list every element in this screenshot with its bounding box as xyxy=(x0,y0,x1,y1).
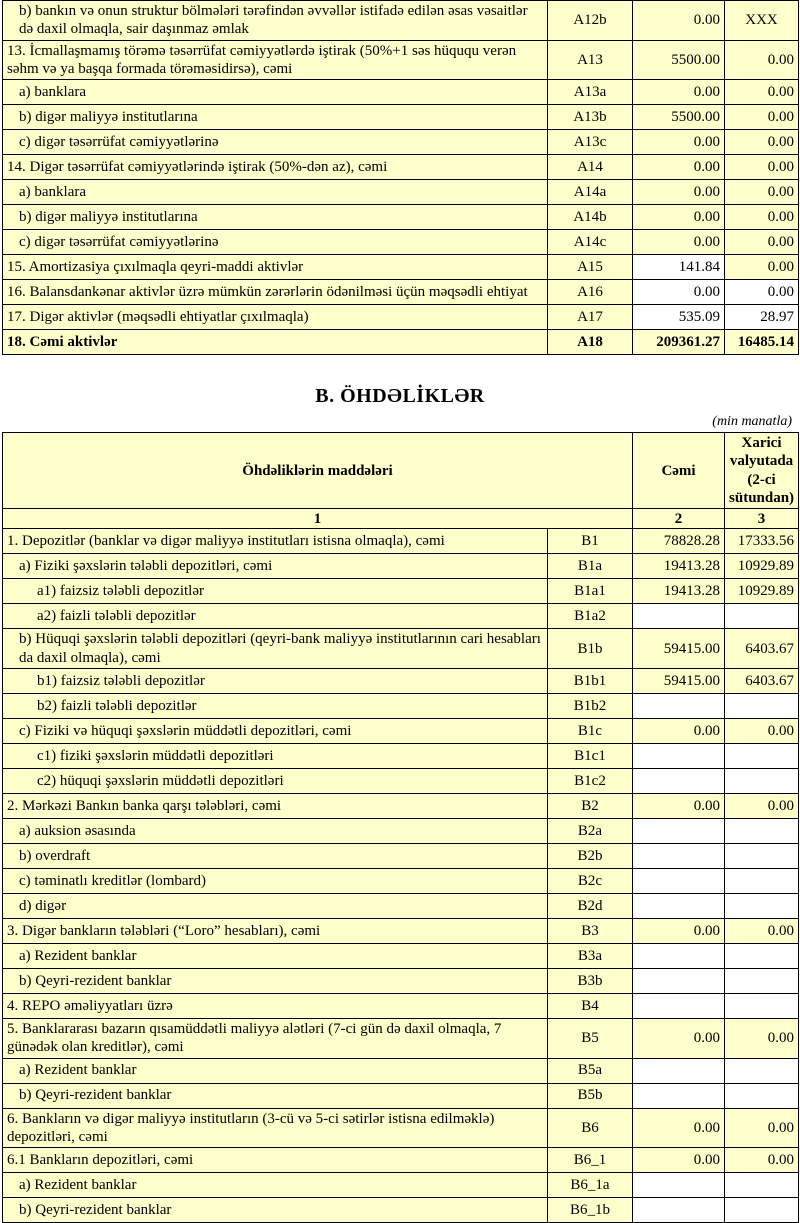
row-code: A14 xyxy=(548,155,633,180)
row-foreign-value: 0.00 xyxy=(725,1018,799,1058)
row-code: A14a xyxy=(548,180,633,205)
header-foreign-label: Xarici valyutada (2-ci sütundan) xyxy=(725,433,799,509)
col-num-1: 1 xyxy=(3,509,633,529)
row-total-value: 0.00 xyxy=(633,718,725,743)
row-foreign-value: 0.00 xyxy=(725,1108,799,1148)
row-label: a) auksion əsasında xyxy=(3,818,548,843)
row-code: B1a xyxy=(548,554,633,579)
unit-note: (min manatla) xyxy=(712,414,792,430)
row-code: B2a xyxy=(548,818,633,843)
section-title: B. ÖHDƏLİKLƏR xyxy=(315,385,485,408)
row-total-value: 141.84 xyxy=(633,255,725,280)
row-foreign-value xyxy=(725,1198,799,1223)
row-foreign-value xyxy=(725,943,799,968)
row-label: 4. REPO əməliyyatları üzrə xyxy=(3,993,548,1018)
row-code: B1a2 xyxy=(548,604,633,629)
row-label: b2) faizli tələbli depozitlər xyxy=(3,693,548,718)
row-foreign-value: 0.00 xyxy=(725,105,799,130)
row-total-value xyxy=(633,693,725,718)
table-row xyxy=(3,255,799,280)
row-label: a) banklara xyxy=(3,180,548,205)
row-foreign-value: 0.00 xyxy=(725,1148,799,1173)
row-foreign-value xyxy=(725,768,799,793)
row-foreign-value: 16485.14 xyxy=(725,330,799,355)
row-total-value: 535.09 xyxy=(633,305,725,330)
row-foreign-value xyxy=(725,1058,799,1083)
row-label: b) Hüquqi şəxslərin tələbli depozitləri (qeyri-bank maliyyə institutlarının cari hesabları da daxil olmaqla), cəmi xyxy=(3,629,548,669)
row-code: B1 xyxy=(548,529,633,554)
row-label: a) Rezident banklar xyxy=(3,1058,548,1083)
row-total-value xyxy=(633,943,725,968)
row-code: A14b xyxy=(548,205,633,230)
row-total-value xyxy=(633,993,725,1018)
row-code: B5a xyxy=(548,1058,633,1083)
row-label: a2) faizli tələbli depozitlər xyxy=(3,604,548,629)
row-foreign-value: 10929.89 xyxy=(725,554,799,579)
assets-table-body xyxy=(3,1,799,355)
row-total-value: 0.00 xyxy=(633,280,725,305)
row-label: c) digər təsərrüfat cəmiyyətlərinə xyxy=(3,130,548,155)
table-row xyxy=(3,205,799,230)
row-label: c) digər təsərrüfat cəmiyyətlərinə xyxy=(3,230,548,255)
row-foreign-value xyxy=(725,693,799,718)
row-code: B5 xyxy=(548,1018,633,1058)
row-label: a1) faizsiz tələbli depozitlər xyxy=(3,579,548,604)
row-code: A13 xyxy=(548,40,633,80)
row-total-value: 59415.00 xyxy=(633,668,725,693)
row-label: 17. Digər aktivlər (məqsədli ehtiyatlar çıxılmaqla) xyxy=(3,305,548,330)
row-code: B2 xyxy=(548,793,633,818)
row-label: b) overdraft xyxy=(3,843,548,868)
row-code: B4 xyxy=(548,993,633,1018)
row-code: A13a xyxy=(548,80,633,105)
table-row xyxy=(3,718,799,743)
assets-table xyxy=(2,0,799,355)
row-total-value: 0.00 xyxy=(633,1148,725,1173)
row-total-value xyxy=(633,604,725,629)
row-total-value xyxy=(633,868,725,893)
header-items-label: Öhdəliklərin maddələri xyxy=(3,433,633,509)
row-label: 16. Balansdankənar aktivlər üzrə mümkün zərərlərin ödənilməsi üçün məqsədli ehtiyat xyxy=(3,280,548,305)
liabilities-table xyxy=(2,432,799,1223)
table-row xyxy=(3,1058,799,1083)
row-total-value: 19413.28 xyxy=(633,579,725,604)
row-foreign-value xyxy=(725,968,799,993)
table-row xyxy=(3,793,799,818)
row-foreign-value xyxy=(725,743,799,768)
row-code: B2d xyxy=(548,893,633,918)
row-total-value: 0.00 xyxy=(633,130,725,155)
row-code: B1c2 xyxy=(548,768,633,793)
table-row xyxy=(3,554,799,579)
row-label: 5. Banklararası bazarın qısamüddətli maliyyə alətləri (7-ci gün də daxil olmaqla, 7 günədək olan kreditlər), cəmi xyxy=(3,1018,548,1058)
table-row xyxy=(3,868,799,893)
row-code: B3 xyxy=(548,918,633,943)
row-total-value: 19413.28 xyxy=(633,554,725,579)
row-label: d) digər xyxy=(3,893,548,918)
row-total-value xyxy=(633,743,725,768)
table-row xyxy=(3,280,799,305)
row-total-value: 0.00 xyxy=(633,793,725,818)
table-row xyxy=(3,768,799,793)
row-label: a) Fiziki şəxslərin tələbli depozitləri, cəmi xyxy=(3,554,548,579)
row-code: A16 xyxy=(548,280,633,305)
row-foreign-value xyxy=(725,604,799,629)
liabilities-table-header xyxy=(3,433,799,529)
row-total-value: 59415.00 xyxy=(633,629,725,669)
row-label: 1. Depozitlər (banklar və digər maliyyə institutları istisna olmaqla), cəmi xyxy=(3,529,548,554)
row-foreign-value: XXX xyxy=(725,1,799,41)
row-label: b) digər maliyyə institutlarına xyxy=(3,205,548,230)
row-code: B3b xyxy=(548,968,633,993)
row-code: A18 xyxy=(548,330,633,355)
header-row xyxy=(3,433,799,509)
row-code: B1b xyxy=(548,629,633,669)
row-label: 2. Mərkəzi Bankın banka qarşı tələbləri, cəmi xyxy=(3,793,548,818)
col-num-2: 2 xyxy=(633,509,725,529)
row-label: a) banklara xyxy=(3,80,548,105)
row-total-value: 0.00 xyxy=(633,918,725,943)
row-label: c) təminatlı kreditlər (lombard) xyxy=(3,868,548,893)
row-code: B1a1 xyxy=(548,579,633,604)
row-label: 15. Amortizasiya çıxılmaqla qeyri-maddi aktivlər xyxy=(3,255,548,280)
table-row xyxy=(3,1083,799,1108)
row-total-value: 0.00 xyxy=(633,205,725,230)
column-number-row xyxy=(3,509,799,529)
row-foreign-value: 17333.56 xyxy=(725,529,799,554)
row-foreign-value: 0.00 xyxy=(725,205,799,230)
row-foreign-value: 0.00 xyxy=(725,718,799,743)
row-code: A13c xyxy=(548,130,633,155)
table-row xyxy=(3,993,799,1018)
row-code: B6_1a xyxy=(548,1173,633,1198)
row-total-value: 0.00 xyxy=(633,80,725,105)
table-row xyxy=(3,130,799,155)
row-foreign-value: 0.00 xyxy=(725,155,799,180)
table-row xyxy=(3,629,799,669)
row-code: B2b xyxy=(548,843,633,868)
row-foreign-value xyxy=(725,993,799,1018)
row-foreign-value xyxy=(725,818,799,843)
row-total-value: 0.00 xyxy=(633,180,725,205)
row-label: 14. Digər təsərrüfat cəmiyyətlərində iştirak (50%-dən az), cəmi xyxy=(3,155,548,180)
row-total-value xyxy=(633,968,725,993)
row-label: c2) hüquqi şəxslərin müddətli depozitləri xyxy=(3,768,548,793)
table-row xyxy=(3,105,799,130)
row-label: c1) fiziki şəxslərin müddətli depozitləri xyxy=(3,743,548,768)
row-total-value: 0.00 xyxy=(633,1018,725,1058)
row-foreign-value: 0.00 xyxy=(725,80,799,105)
table-row xyxy=(3,330,799,355)
table-row xyxy=(3,180,799,205)
row-foreign-value: 0.00 xyxy=(725,918,799,943)
row-total-value xyxy=(633,843,725,868)
row-code: A15 xyxy=(548,255,633,280)
row-label: 18. Cəmi aktivlər xyxy=(3,330,548,355)
row-label: a) Rezident banklar xyxy=(3,1173,548,1198)
table-row xyxy=(3,818,799,843)
row-total-value xyxy=(633,1198,725,1223)
row-label: a) Rezident banklar xyxy=(3,943,548,968)
row-label: b) digər maliyyə institutlarına xyxy=(3,105,548,130)
header-total-label: Cəmi xyxy=(633,433,725,509)
row-total-value: 5500.00 xyxy=(633,40,725,80)
row-code: B3a xyxy=(548,943,633,968)
row-code: B1c xyxy=(548,718,633,743)
row-foreign-value: 0.00 xyxy=(725,130,799,155)
row-label: b) Qeyri-rezident banklar xyxy=(3,968,548,993)
table-row xyxy=(3,943,799,968)
row-label: b) Qeyri-rezident banklar xyxy=(3,1083,548,1108)
row-label: b) bankın və onun struktur bölmələri tərəfindən əvvəllər istifadə edilən əsas vəsaitlər də daxil olmaqla, sair daşınmaz əmlak xyxy=(3,1,548,41)
row-foreign-value xyxy=(725,1083,799,1108)
row-total-value: 5500.00 xyxy=(633,105,725,130)
table-row xyxy=(3,1198,799,1223)
row-foreign-value: 0.00 xyxy=(725,793,799,818)
table-row xyxy=(3,1,799,41)
row-code: B5b xyxy=(548,1083,633,1108)
row-code: B1b2 xyxy=(548,693,633,718)
table-row xyxy=(3,305,799,330)
row-total-value xyxy=(633,1058,725,1083)
row-code: B2c xyxy=(548,868,633,893)
row-foreign-value: 28.97 xyxy=(725,305,799,330)
row-total-value: 0.00 xyxy=(633,230,725,255)
row-foreign-value xyxy=(725,893,799,918)
row-label: 13. İcmallaşmamış törəmə təsərrüfat cəmiyyətlərdə iştirak (50%+1 səs hüququ verən səhm və ya başqa formada törəməsidirsə), cəmi xyxy=(3,40,548,80)
liabilities-table-body xyxy=(3,529,799,1223)
table-row xyxy=(3,968,799,993)
table-row xyxy=(3,1173,799,1198)
table-row xyxy=(3,1108,799,1148)
row-code: B6 xyxy=(548,1108,633,1148)
row-label: 6. Bankların və digər maliyyə institutların (3-cü və 5-ci sətirlər istisna edilməklə) depozitləri, cəmi xyxy=(3,1108,548,1148)
row-code: A14c xyxy=(548,230,633,255)
row-foreign-value: 10929.89 xyxy=(725,579,799,604)
row-code: A17 xyxy=(548,305,633,330)
row-total-value: 0.00 xyxy=(633,1108,725,1148)
table-row xyxy=(3,743,799,768)
row-foreign-value xyxy=(725,1173,799,1198)
row-total-value xyxy=(633,768,725,793)
row-total-value xyxy=(633,893,725,918)
row-total-value xyxy=(633,1173,725,1198)
row-foreign-value xyxy=(725,868,799,893)
table-row xyxy=(3,40,799,80)
table-row xyxy=(3,155,799,180)
row-foreign-value: 6403.67 xyxy=(725,629,799,669)
row-foreign-value: 0.00 xyxy=(725,230,799,255)
row-code: A12b xyxy=(548,1,633,41)
table-row xyxy=(3,80,799,105)
row-foreign-value: 0.00 xyxy=(725,40,799,80)
table-row xyxy=(3,1018,799,1058)
row-label: c) Fiziki və hüquqi şəxslərin müddətli depozitləri, cəmi xyxy=(3,718,548,743)
row-foreign-value: 6403.67 xyxy=(725,668,799,693)
table-row xyxy=(3,668,799,693)
table-row xyxy=(3,230,799,255)
row-label: b1) faizsiz tələbli depozitlər xyxy=(3,668,548,693)
row-total-value: 0.00 xyxy=(633,1,725,41)
table-row xyxy=(3,693,799,718)
table-row xyxy=(3,893,799,918)
table-row xyxy=(3,1148,799,1173)
row-total-value: 209361.27 xyxy=(633,330,725,355)
row-code: B1b1 xyxy=(548,668,633,693)
row-total-value xyxy=(633,818,725,843)
row-label: 3. Digər bankların tələbləri (“Loro” hesabları), cəmi xyxy=(3,918,548,943)
table-row xyxy=(3,843,799,868)
row-label: b) Qeyri-rezident banklar xyxy=(3,1198,548,1223)
col-num-3: 3 xyxy=(725,509,799,529)
row-label: 6.1 Bankların depozitləri, cəmi xyxy=(3,1148,548,1173)
row-total-value: 0.00 xyxy=(633,155,725,180)
row-total-value: 78828.28 xyxy=(633,529,725,554)
row-total-value xyxy=(633,1083,725,1108)
row-foreign-value: 0.00 xyxy=(725,280,799,305)
table-row xyxy=(3,918,799,943)
table-row xyxy=(3,529,799,554)
row-foreign-value: 0.00 xyxy=(725,255,799,280)
row-foreign-value: 0.00 xyxy=(725,180,799,205)
row-foreign-value xyxy=(725,843,799,868)
table-row xyxy=(3,579,799,604)
row-code: B6_1b xyxy=(548,1198,633,1223)
row-code: B6_1 xyxy=(548,1148,633,1173)
row-code: A13b xyxy=(548,105,633,130)
table-row xyxy=(3,604,799,629)
row-code: B1c1 xyxy=(548,743,633,768)
